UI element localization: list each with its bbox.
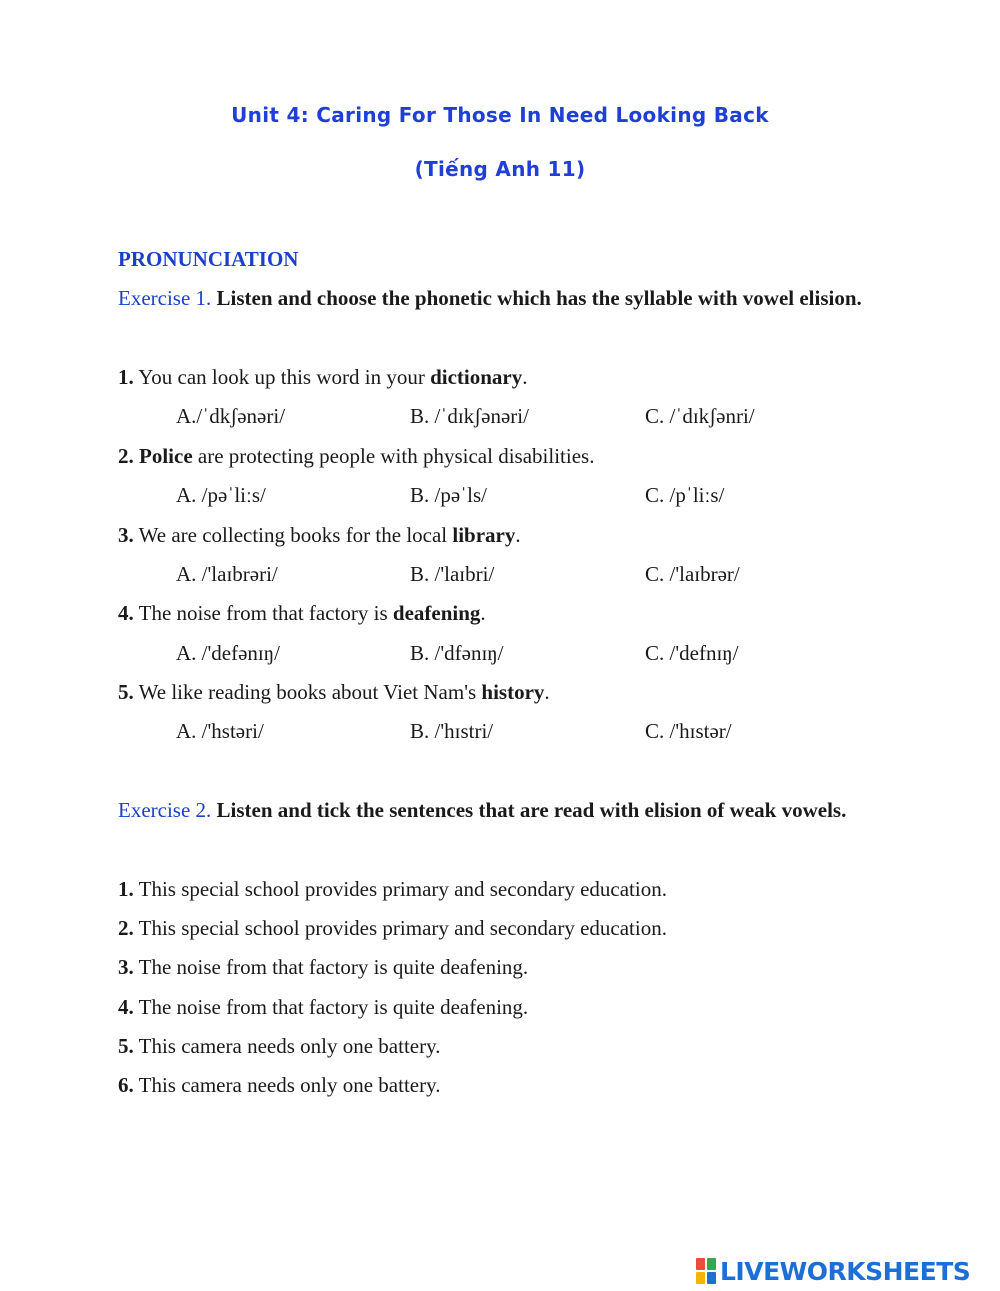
logo-text: LIVEWORKSHEETS bbox=[720, 1256, 971, 1286]
exercise2-heading bbox=[118, 798, 846, 823]
question-number: 4. bbox=[118, 601, 134, 625]
section-heading: PRONUNCIATION bbox=[118, 247, 299, 271]
sentence-6[interactable] bbox=[118, 1073, 440, 1098]
option-a[interactable]: A. /'laɪbrəri/ bbox=[176, 562, 278, 586]
question-3-options bbox=[0, 562, 1000, 590]
question-text: . bbox=[515, 523, 521, 547]
question-4 bbox=[118, 601, 486, 626]
sentence-text: This special school provides primary and secondary education. bbox=[133, 916, 667, 940]
option-b[interactable]: B. /ˈdɪkʃənəri/ bbox=[410, 404, 529, 428]
question-keyword: library bbox=[452, 523, 516, 547]
question-text: You can look up this word in your bbox=[133, 365, 431, 389]
sentence-number: 2. bbox=[118, 916, 134, 940]
question-3 bbox=[118, 523, 521, 548]
question-1 bbox=[118, 365, 528, 390]
sentence-number: 6. bbox=[118, 1073, 134, 1097]
question-5-options bbox=[0, 719, 1000, 747]
sentence-number: 5. bbox=[118, 1034, 134, 1058]
question-text: We are collecting books for the local bbox=[133, 523, 453, 547]
exercise1-heading bbox=[118, 286, 862, 311]
option-a[interactable]: A. /'defənɪŋ/ bbox=[176, 641, 280, 665]
question-keyword: history bbox=[481, 680, 545, 704]
sentence-number: 1. bbox=[118, 877, 134, 901]
page-title: Unit 4: Caring For Those In Need Looking Back bbox=[231, 103, 769, 127]
sentence-text: The noise from that factory is quite deafening. bbox=[133, 955, 529, 979]
sentence-1[interactable] bbox=[118, 877, 667, 902]
sentence-5[interactable] bbox=[118, 1034, 440, 1059]
question-number: 3. bbox=[118, 523, 134, 547]
option-b[interactable]: B. /'hɪstri/ bbox=[410, 719, 494, 743]
option-a[interactable]: A. /pəˈliːs/ bbox=[176, 483, 266, 507]
question-2 bbox=[118, 444, 594, 469]
logo-block bbox=[707, 1272, 716, 1284]
question-keyword: dictionary bbox=[430, 365, 523, 389]
option-b[interactable]: B. /'laɪbri/ bbox=[410, 562, 495, 586]
logo-block bbox=[696, 1272, 705, 1284]
option-c[interactable]: C. /pˈliːs/ bbox=[645, 483, 725, 507]
question-text: The noise from that factory is bbox=[133, 601, 393, 625]
sentence-text: The noise from that factory is quite deafening. bbox=[133, 995, 529, 1019]
sentence-4[interactable] bbox=[118, 995, 528, 1020]
question-keyword: deafening bbox=[392, 601, 481, 625]
option-a[interactable]: A./ˈdkʃənəri/ bbox=[176, 404, 286, 428]
question-text: . bbox=[544, 680, 550, 704]
option-b[interactable]: B. /pəˈls/ bbox=[410, 483, 487, 507]
question-4-options bbox=[0, 641, 1000, 669]
sentence-text: This camera needs only one battery. bbox=[133, 1073, 441, 1097]
exercise1-label: Exercise 1. bbox=[118, 286, 212, 310]
liveworksheets-logo bbox=[696, 1255, 970, 1287]
sentence-number: 4. bbox=[118, 995, 134, 1019]
logo-block bbox=[696, 1258, 705, 1270]
question-keyword: Police bbox=[139, 444, 193, 468]
option-b[interactable]: B. /'dfənɪŋ/ bbox=[410, 641, 504, 665]
question-text: We like reading books about Viet Nam's bbox=[133, 680, 482, 704]
question-number: 5. bbox=[118, 680, 134, 704]
sentence-text: This camera needs only one battery. bbox=[133, 1034, 441, 1058]
option-a[interactable]: A. /'hstəri/ bbox=[176, 719, 264, 743]
exercise2-instruction: Listen and tick the sentences that are read with elision of weak vowels. bbox=[216, 798, 847, 822]
question-text: . bbox=[522, 365, 528, 389]
logo-blocks-icon bbox=[696, 1258, 716, 1284]
option-c[interactable]: C. /'laɪbrər/ bbox=[645, 562, 740, 586]
page-subtitle: (Tiếng Anh 11) bbox=[414, 157, 586, 181]
sentence-text: This special school provides primary and secondary education. bbox=[133, 877, 667, 901]
question-text: . bbox=[480, 601, 486, 625]
sentence-number: 3. bbox=[118, 955, 134, 979]
question-number: 1. bbox=[118, 365, 134, 389]
question-text: are protecting people with physical disabilities. bbox=[192, 444, 595, 468]
question-number: 2. bbox=[118, 444, 134, 468]
option-c[interactable]: C. /'defnɪŋ/ bbox=[645, 641, 739, 665]
sentence-3[interactable] bbox=[118, 955, 528, 980]
question-5 bbox=[118, 680, 550, 705]
sentence-2[interactable] bbox=[118, 916, 667, 941]
exercise1-instruction: Listen and choose the phonetic which has the syllable with vowel elision. bbox=[216, 286, 862, 310]
option-c[interactable]: C. /'hɪstər/ bbox=[645, 719, 732, 743]
logo-block bbox=[707, 1258, 716, 1270]
option-c[interactable]: C. /ˈdɪkʃənri/ bbox=[645, 404, 755, 428]
question-1-options bbox=[0, 404, 1000, 432]
question-2-options bbox=[0, 483, 1000, 511]
exercise2-label: Exercise 2. bbox=[118, 798, 212, 822]
